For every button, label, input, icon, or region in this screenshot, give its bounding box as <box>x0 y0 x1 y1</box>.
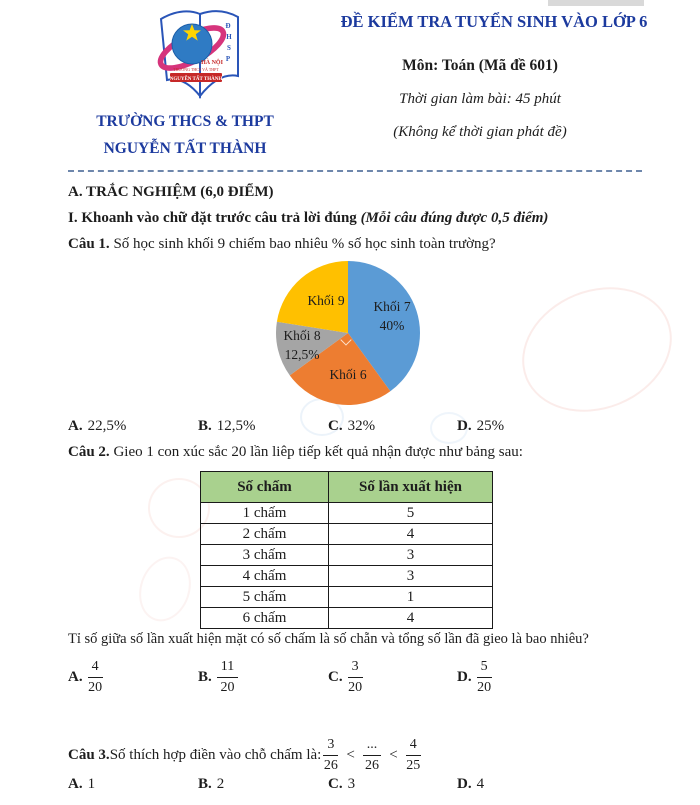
exam-duration: Thời gian làm bài: 45 phút <box>399 91 561 107</box>
option-d <box>457 418 504 435</box>
option-letter: A. <box>68 776 83 792</box>
option-letter: C. <box>328 668 343 685</box>
fraction-denominator: 20 <box>220 679 235 695</box>
school-name-line2: NGUYỄN TẤT THÀNH <box>103 140 267 157</box>
question-1 <box>68 236 496 253</box>
pie-chart <box>275 260 425 410</box>
option-letter: B. <box>198 418 212 434</box>
logo-letter: P <box>225 55 231 63</box>
header-separator <box>68 170 642 172</box>
fraction-numerator: 5 <box>477 660 492 678</box>
option-value: 12,5% <box>216 418 256 434</box>
table-header-row <box>201 472 493 503</box>
fraction-denominator: 26 <box>365 757 380 773</box>
fraction <box>406 738 421 773</box>
table-cell: 5 <box>329 503 493 524</box>
question-1-label: Câu 1. <box>68 236 110 252</box>
option-b <box>198 655 238 699</box>
fraction <box>323 738 338 773</box>
question-2-label: Câu 2. <box>68 444 110 460</box>
option-value: 25% <box>476 418 505 434</box>
option-letter: C. <box>328 776 343 792</box>
watermark-artifact <box>131 550 199 628</box>
fraction-numerator: 11 <box>217 660 238 678</box>
table-header-so-cham: Số chấm <box>201 472 329 503</box>
exam-duration-note: (Không kể thời gian phát đề) <box>393 124 567 140</box>
option-letter: D. <box>457 776 472 792</box>
pie-label-khoi9: Khối 9 <box>307 293 345 308</box>
table-cell: 4 chấm <box>201 566 329 587</box>
question-3-text: Số thích hợp điền vào chỗ chấm là: <box>109 746 322 763</box>
pie-label-khoi6: Khối 6 <box>329 367 367 382</box>
fraction-numerator: 3 <box>348 660 363 678</box>
option-b <box>198 776 224 793</box>
section-instruction <box>68 210 548 227</box>
fraction <box>88 660 103 695</box>
pie-label-khoi7-pct: 40% <box>379 318 405 333</box>
less-than-sign: < <box>389 746 398 763</box>
fraction-denominator: 20 <box>477 679 492 695</box>
pie-label-khoi7 <box>361 297 423 335</box>
option-c <box>328 655 363 699</box>
pie-label-khoi8-name: Khối 8 <box>283 328 321 343</box>
table-cell: 1 chấm <box>201 503 329 524</box>
question-3-label: Câu 3. <box>68 746 110 763</box>
question-2 <box>68 444 523 461</box>
option-a <box>68 655 103 699</box>
logo-letter: S <box>227 44 231 52</box>
table-cell: 3 chấm <box>201 545 329 566</box>
school-name <box>55 108 315 162</box>
pie-label-khoi7-name: Khối 7 <box>373 299 411 314</box>
fraction-denominator: 20 <box>88 679 103 695</box>
exam-subject: Môn: Toán (Mã đề 601) <box>402 57 558 74</box>
logo-letter: Đ <box>225 22 231 30</box>
option-value: 2 <box>216 776 225 792</box>
fraction-denominator: 25 <box>406 757 421 773</box>
question-2-text: Gieo 1 con xúc sắc 20 lần liêp tiếp kết quả nhận được như bảng sau: <box>109 444 523 460</box>
school-logo <box>140 6 260 108</box>
logo-hanoi-text: HÀ NỘI <box>201 60 223 66</box>
fraction <box>217 660 238 695</box>
table-header-so-lan: Số lần xuất hiện <box>329 472 493 503</box>
option-letter: D. <box>457 668 472 685</box>
table-row <box>201 545 493 566</box>
option-d <box>457 655 492 699</box>
option-c <box>328 776 355 793</box>
option-letter: C. <box>328 418 343 434</box>
option-value: 4 <box>476 776 485 792</box>
fraction <box>477 660 492 695</box>
option-a <box>68 418 126 435</box>
fraction-blank <box>363 738 382 773</box>
fraction-denominator: 20 <box>348 679 363 695</box>
option-value: 3 <box>347 776 356 792</box>
table-cell: 2 chấm <box>201 524 329 545</box>
option-letter: D. <box>457 418 472 434</box>
table-cell: 3 <box>329 545 493 566</box>
table-cell: 3 <box>329 566 493 587</box>
option-letter: A. <box>68 418 83 434</box>
pie-label-khoi8 <box>273 326 331 364</box>
watermark-artifact <box>503 265 690 433</box>
fraction <box>348 660 363 695</box>
table-row <box>201 587 493 608</box>
exam-title: ĐỀ KIỂM TRA TUYỂN SINH VÀO LỚP 6 <box>340 12 648 31</box>
fraction-numerator: ... <box>363 738 382 756</box>
question-2-options <box>0 655 700 699</box>
question-2-subquestion: Tỉ số giữa số lần xuất hiện mặt có số chấm là số chẵn và tổng số lần đã gieo là bao nhiêu? <box>68 631 589 647</box>
table-cell: 4 <box>329 524 493 545</box>
logo-letter: H <box>226 33 232 41</box>
option-letter: B. <box>198 776 212 792</box>
table-cell: 4 <box>329 608 493 629</box>
fraction-numerator: 3 <box>323 738 338 756</box>
logo-banner-top-text: TRƯỜNG THCS VÀ THPT <box>173 67 219 72</box>
table-cell: 6 chấm <box>201 608 329 629</box>
fraction-numerator: 4 <box>406 738 421 756</box>
logo-banner-text: NGUYỄN TẤT THÀNH <box>169 76 223 82</box>
option-value: 1 <box>87 776 96 792</box>
table-row <box>201 524 493 545</box>
option-value: 22,5% <box>87 418 127 434</box>
option-a <box>68 776 95 793</box>
option-d <box>457 776 484 793</box>
pie-label-khoi8-pct: 12,5% <box>284 347 320 362</box>
option-b <box>198 418 256 435</box>
scan-artifact-bar <box>548 0 644 6</box>
section-heading: A. TRẮC NGHIỆM (6,0 ĐIỂM) <box>68 184 274 200</box>
fraction-numerator: 4 <box>88 660 103 678</box>
fraction-denominator: 26 <box>323 757 338 773</box>
table-row <box>201 503 493 524</box>
question-1-text: Số học sinh khối 9 chiếm bao nhiêu % số học sinh toàn trường? <box>109 236 496 252</box>
table-row <box>201 608 493 629</box>
question-3 <box>68 730 423 780</box>
option-letter: A. <box>68 668 83 685</box>
option-c <box>328 418 375 435</box>
table-row <box>201 566 493 587</box>
table-cell: 5 chấm <box>201 587 329 608</box>
instruction-text: I. Khoanh vào chữ đặt trước câu trả lời đúng <box>68 210 361 226</box>
less-than-sign: < <box>346 746 355 763</box>
table-cell: 1 <box>329 587 493 608</box>
instruction-note: (Mỗi câu đúng được 0,5 điểm) <box>360 210 549 226</box>
school-name-line1: TRƯỜNG THCS & THPT <box>96 113 274 130</box>
dice-result-table <box>200 471 493 629</box>
option-value: 32% <box>347 418 376 434</box>
option-letter: B. <box>198 668 212 685</box>
